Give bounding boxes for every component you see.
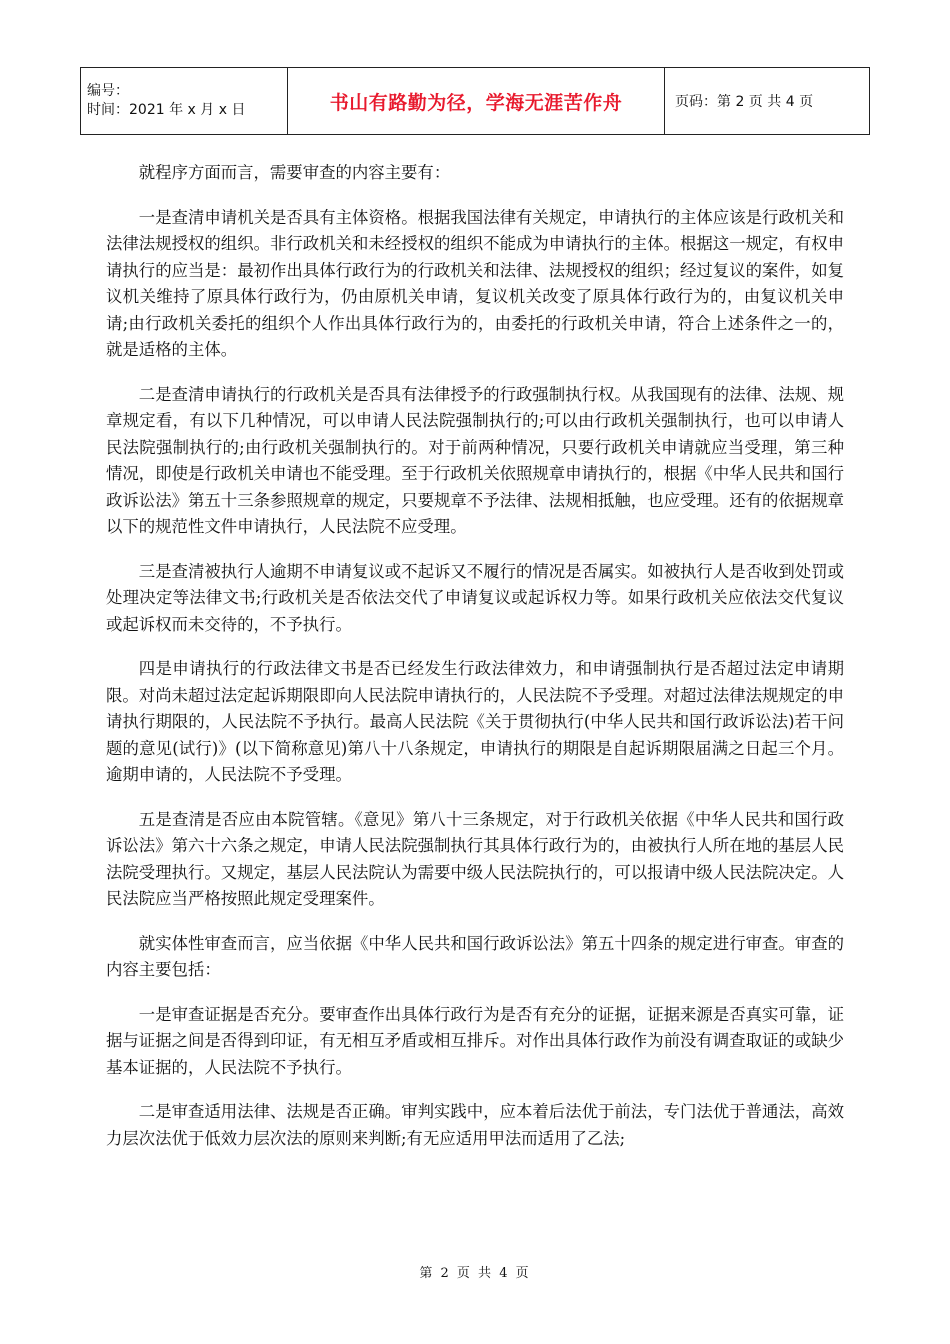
page-footer: 第 2 页 共 4 页 (419, 1266, 531, 1281)
paragraph: 一是查清申请机关是否具有主体资格。根据我国法律有关规定，申请执行的主体应该是行政机关和法律法规授权的组织。非行政机关和未经授权的组织不能成为申请执行的主体。根据这一规定，有权申请执行的应当是：最初作出具体行政行为的行政机关和法律、法规授权的组织；经过复议的案件，如复议机关维持了原具体行政行为，仍由原机关申请，复议机关改变了原具体行政行为的，由复议机关申请;由行政机关委托的组织个人作出具体行政行为的，由委托的行政机关申请，符合上述条件之一的，就是适格的主体。 (106, 207, 844, 359)
paragraph: 四是申请执行的行政法律文书是否已经发生行政法律效力，和申请强制执行是否超过法定申请期限。对尚未超过法定起诉期限即向人民法院申请执行的，人民法院不予受理。对超过法律法规规定的申请执行期限的，人民法院不予执行。最高人民法院《关于贯彻执行(中华人民共和国行政诉讼法)若干问题的意见(试行)》(以下简称意见)第八十八条规定，申请执行的期限是自起诉期限届满之日起三个月。逾期申请的，人民法院不予受理。 (106, 659, 844, 784)
document-date-label: 时间：2021 年 x 月 x 日 (87, 102, 246, 118)
paragraph: 三是查清被执行人逾期不申请复议或不起诉又不履行的情况是否属实。如被执行人是否收到处罚或处理决定等法律文书;行政机关是否依法交代了申请复议或起诉权力等。如果行政机关应依法交代复议或起诉权而未交待的，不予执行。 (106, 561, 844, 634)
paragraph: 一是审查证据是否充分。要审查作出具体行政行为是否有充分的证据，证据来源是否真实可靠，证据与证据之间是否得到印证，有无相互矛盾或相互排斥。对作出具体行政作为前没有调查取证的或缺少基本证据的，人民法院不予执行。 (106, 1004, 844, 1077)
header-table (80, 67, 870, 135)
document-number-label: 编号： (87, 83, 129, 99)
document-body (106, 160, 844, 1170)
header-motto: 书山有路勤为径，学海无涯苦作舟 (288, 68, 665, 135)
paragraph: 就实体性审查而言，应当依据《中华人民共和国行政诉讼法》第五十四条的规定进行审查。审查的内容主要包括： (106, 933, 844, 979)
header-page-number: 页码：第 2 页 共 4 页 (665, 68, 870, 135)
paragraph: 二是审查适用法律、法规是否正确。审判实践中，应本着后法优于前法，专门法优于普通法，高效力层次法优于低效力层次法的原则来判断;有无应适用甲法而适用了乙法; (106, 1102, 844, 1148)
paragraph: 二是查清申请执行的行政机关是否具有法律授予的行政强制执行权。从我国现有的法律、法规、规章规定看，有以下几种情况，可以申请人民法院强制执行的;可以由行政机关强制执行，也可以申请人民法院强制执行的;由行政机关强制执行的。对于前两种情况，只要行政机关申请就应当受理，第三种情况，即使是行政机关申请也不能受理。至于行政机关依照规章申请执行的，根据《中华人民共和国行政诉讼法》第五十三条参照规章的规定，只要规章不予法律、法规相抵触，也应受理。还有的依据规章以下的规范性文件申请执行，人民法院不应受理。 (106, 384, 844, 536)
paragraph: 五是查清是否应由本院管辖。《意见》第八十三条规定，对于行政机关依据《中华人民共和国行政诉讼法》第六十六条之规定，申请人民法院强制执行其具体行政行为的，由被执行人所在地的基层人民法院受理执行。又规定，基层人民法院认为需要中级人民法院执行的，可以报请中级人民法院决定。人民法院应当严格按照此规定受理案件。 (106, 809, 844, 908)
header-meta-cell (81, 68, 288, 135)
paragraph: 就程序方面而言，需要审查的内容主要有： (138, 163, 451, 182)
